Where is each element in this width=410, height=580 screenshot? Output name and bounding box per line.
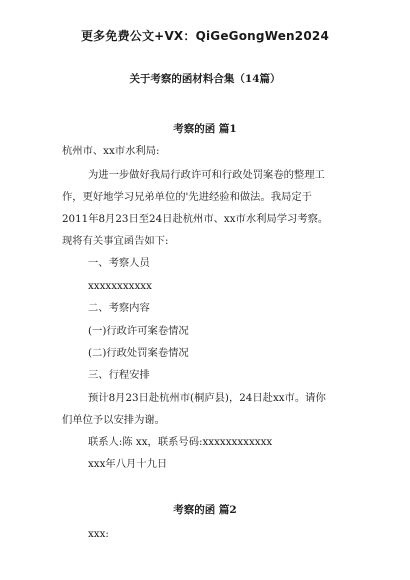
paragraph-line: 作，更好地学习兄弟单位的'先进经验和做法。我局定于 — [62, 191, 312, 203]
document-title: 关于考察的函材料合集（14篇） — [129, 73, 281, 85]
paragraph-line: 为进一步做好我局行政许可和行政处罚案卷的整理工 — [88, 169, 325, 181]
section-heading-1: 考察的函 篇1 — [173, 123, 237, 135]
itinerary-line: 们单位予以安排为谢。 — [62, 414, 165, 426]
contact-line: 联系人:陈 xx，联系号码:xxxxxxxxxxxx — [88, 436, 273, 448]
salutation-1: 杭州市、xx市水利局: — [62, 145, 160, 157]
content-subitem-1: (一)行政许可案卷情况 — [88, 325, 189, 337]
promo-header: 更多免费公文+VX：QiGeGongWen2024 — [80, 29, 329, 43]
itinerary-line: 预计8月23日赴杭州市(桐庐县)，24日赴xx市。请你 — [88, 392, 326, 404]
personnel-value: xxxxxxxxxxx — [88, 280, 152, 292]
list-heading-personnel: 一、考察人员 — [88, 257, 150, 269]
signature-date: xxx年八月十九日 — [88, 458, 168, 470]
paragraph-line: 现将有关事宜函告如下: — [62, 235, 169, 247]
list-heading-itinerary: 三、行程安排 — [88, 369, 150, 381]
list-heading-content: 二、考察内容 — [88, 302, 150, 314]
content-subitem-2: (二)行政处罚案卷情况 — [88, 347, 189, 359]
salutation-2: xxx: — [88, 528, 109, 540]
section-heading-2: 考察的函 篇2 — [173, 504, 237, 516]
paragraph-line: 2011年8月23日至24日赴杭州市、xx市水利局学习考察。 — [62, 213, 329, 225]
